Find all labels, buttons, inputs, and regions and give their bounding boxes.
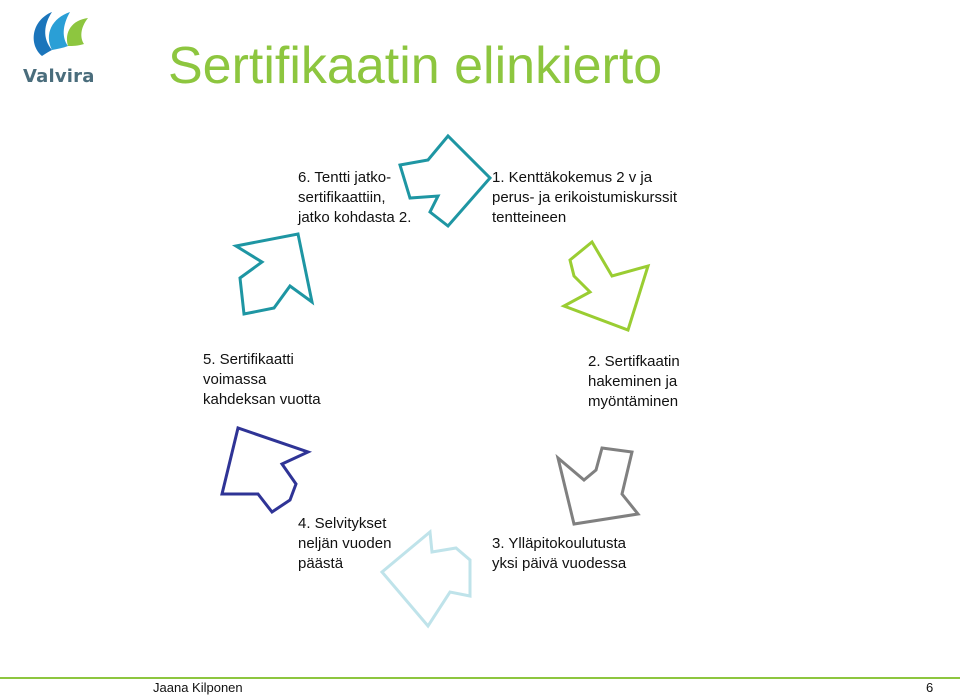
step-6-label: 6. Tentti jatko- sertifikaattiin, jatko kohdasta 2. (298, 169, 412, 226)
step-5-label: 5. Sertifikaatti voimassa kahdeksan vuotta (203, 351, 321, 408)
step-1-label: 1. Kenttäkokemus 2 v ja perus- ja erikoistumiskurssit tentteineen (492, 169, 678, 226)
footer-author: Jaana Kilponen (153, 680, 243, 695)
step-2-label: 2. Sertifkaatin hakeminen ja myöntäminen (588, 353, 680, 410)
step-4-label: 4. Selvitykset neljän vuoden päästä (298, 515, 392, 572)
footer-divider (0, 677, 960, 679)
arrow-to-step-6 (236, 234, 312, 314)
arrow-to-step-1 (400, 136, 490, 226)
logo-wordmark: Valvira (23, 66, 95, 87)
page-number: 6 (926, 680, 934, 695)
arrow-to-step-3 (558, 448, 638, 524)
arrow-to-step-2 (564, 242, 648, 330)
step-3-label: 3. Ylläpitokoulutusta yksi päivä vuodessa (492, 535, 627, 572)
arrow-to-step-4 (382, 532, 470, 626)
page-title: Sertifikaatin elinkierto (168, 37, 663, 95)
arrow-to-step-5 (222, 428, 308, 512)
